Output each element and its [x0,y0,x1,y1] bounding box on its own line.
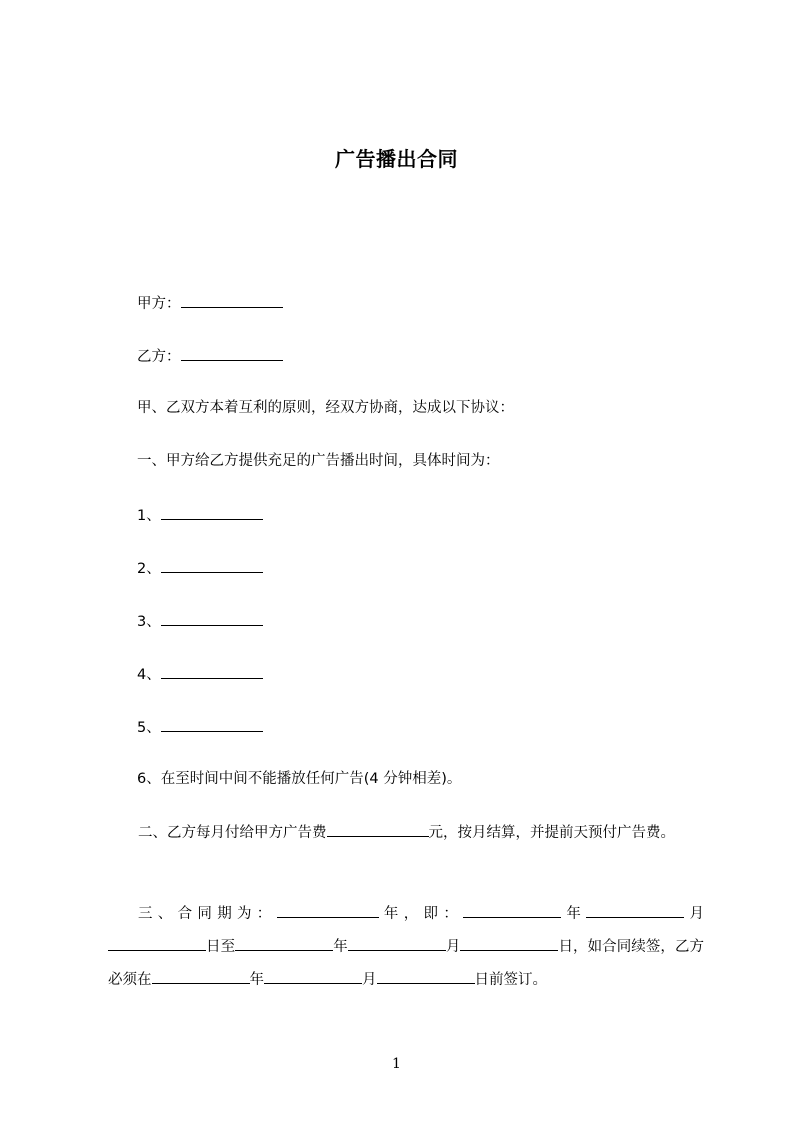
page-number: 1 [392,1056,401,1072]
party-b-line [137,345,283,367]
time-item-label: 1、 [137,508,161,524]
clause-1-heading: 一、甲方给乙方提供充足的广告播出时间，具体时间为： [137,453,500,469]
renew-label: 日，如合同续签，乙方必须在 [108,939,705,988]
term-blank [277,902,379,918]
year-label: 年 [561,906,587,922]
ji-label: ，即： [403,906,464,922]
sign-month-blank [264,968,362,984]
party-a-blank [181,292,283,308]
party-b-label: 乙方： [137,349,181,365]
clause-2-paragraph [108,817,704,850]
intro-text: 甲、乙双方本着互利的原则，经双方协商，达成以下协议： [137,400,514,416]
fee-blank [327,821,429,837]
party-a-line [137,292,283,314]
clause-2-part-2: 元，按月结算，并提前天预付广告费。 [428,825,675,841]
document-title: 广告播出合同 [335,147,458,171]
time-item-blank [161,557,263,573]
time-item-1 [137,504,263,526]
time-item-label: 2、 [137,561,161,577]
month-label: 月 [362,972,377,988]
time-item-3 [137,610,263,632]
time-item-label: 5、 [137,720,161,736]
time-item-4 [137,663,263,685]
before-sign-label: 日前签订。 [474,972,547,988]
time-item-label: 3、 [137,614,161,630]
year-label: 年 [249,972,264,988]
end-year-blank [235,935,333,951]
sign-day-blank [377,968,475,984]
time-item-6: 6、在至时间中间不能播放任何广告(4 分钟相差)。 [137,771,462,787]
year-label: 年 [378,906,404,922]
month-label: 月 [445,939,461,955]
time-item-blank [161,716,263,732]
month-label: 月 [684,906,705,922]
time-item-5 [137,716,263,738]
day-to-label: 日至 [206,939,236,955]
time-item-blank [161,663,263,679]
party-a-label: 甲方： [137,296,181,312]
start-day-blank [108,935,206,951]
clause-3-prefix: 三、合同期为： [138,906,277,922]
time-item-blank [161,504,263,520]
time-item-label: 4、 [137,667,161,683]
sign-year-blank [152,968,250,984]
party-b-blank [181,345,283,361]
end-month-blank [348,935,446,951]
time-item-blank [161,610,263,626]
year-label: 年 [333,939,348,955]
clause-3-paragraph [108,898,704,997]
time-item-2 [137,557,263,579]
start-year-blank [463,902,561,918]
start-month-blank [586,902,684,918]
clause-2-part-1: 二、乙方每月付给甲方广告费 [138,825,327,841]
end-day-blank [460,935,558,951]
